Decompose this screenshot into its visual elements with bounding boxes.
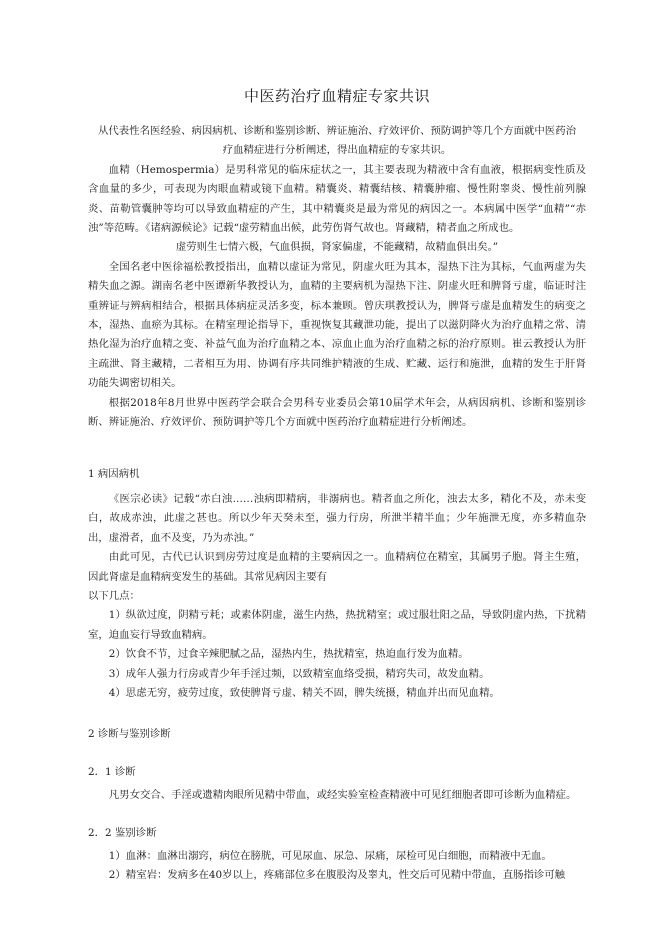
cause-item-2: 2）饮食不节，过食辛辣肥腻之品，湿热内生，热扰精室，热迫血行发为血精。 <box>108 648 469 661</box>
intro-paragraph-3: 根据2018年8月世界中医药学会联合会男科专业委员会第10届学术年会，从病因病机、诊断和鉴别诊断、辨证施治、疗效评价、预防调护等几个方面就中医药治疗血精症进行分析阐述。 <box>88 396 586 429</box>
intro-paragraph-2: 全国名老中医徐福松教授指出，血精以虚证为常见，阴虚火旺为其本，湿热下注为其标，气血两虚为失精失血之源。湖南名老中医谭新华教授认为，血精的主要病机为湿热下注、阴虚火旺和脾肾亏虚，临证时注重辨证与辨病相结合，根据具体病症灵活多变，标本兼顾。曾庆琪教授认为，脾肾亏虚是血精发生的病变之本，湿热、血瘀为其标。在精室理论指导下，重视恢复其藏泄功能，提出了以滋阴降火为治疗血精之常、清热化湿为治疗血精之变、补益气血为治疗血精之本、凉血止血为治疗血精之标的治疗原则。崔云教授认为肝主疏泄、肾主藏精，二者相互为用、协调有序共同维护精液的生成、贮藏、运行和施泄，血精的发生于肝肾功能失调密切相关。 <box>88 260 586 390</box>
intro-paragraph-1-tail: 虚劳则生七情六极，气血俱损，肾家偏虚，不能藏精，故精血俱出矣。” <box>175 241 499 254</box>
differential-item-1: 1）血淋：血淋出溺窍，病位在膀胱，可见尿血、尿急、尿痛，尿检可见白细胞，而精液中无血。 <box>108 850 552 862</box>
section-1-paragraph-1: 《医宗必读》记载“赤白浊……浊病即精病，非溺病也。精者血之所化，浊去太多，精化不及，赤未变白，故成赤浊，此虚之甚也。所以少年天癸未至，强力行房，所泄半精半血；少年施泄无度，亦多精血杂出，虚滑者，血不及变，乃为赤浊。” <box>88 492 586 544</box>
section-2-heading: 2 诊断与鉴别诊断 <box>88 728 171 741</box>
cause-item-1: 1）纵欲过度，阴精亏耗；或素体阴虚，滋生内热，热扰精室；或过服壮阳之品，导致阴虚内热，下扰精室，迫血妄行导致血精病。 <box>88 609 586 641</box>
section-1-paragraph-2-tail: 以下几点： <box>88 589 140 602</box>
cause-item-3: 3）成年人强力行房或青少年手淫过频，以致精室血络受损，精窍失司，故发血精。 <box>108 667 490 680</box>
differential-item-2: 2）精室岩：发病多在40岁以上，疼痛部位多在腹股沟及睾丸，性交后可见精中带血，直肠指诊可触 <box>108 869 566 882</box>
section-2-2-heading: 2．2 鉴别诊断 <box>88 826 157 839</box>
section-1-paragraph-2: 由此可见，古代已认识到房劳过度是血精的主要病因之一。血精病位在精室，其属男子胞。肾主生殖，因此肾虚是血精病变发生的基础。其常见病因主要有 <box>88 551 586 583</box>
section-2-1-heading: 2．1 诊断 <box>88 765 136 778</box>
diagnosis-paragraph: 凡男女交合、手淫或遗精肉眼所见精中带血，或经实验室检查精液中可见红细胞者即可诊断为血精症。 <box>108 789 577 802</box>
intro-paragraph-1: 血精（Hemospermia）是男科常见的临床症状之一，其主要表现为精液中含有血液，根据病变性质及含血量的多少，可表现为肉眼血精或镜下血精。精囊炎、精囊结核、精囊肿瘤、慢性附睾炎、慢性前列腺炎、苗勒管囊肿等均可以导致血精症的产生，其中精囊炎是最为常见的病因之一。本病属中医学“血精”“赤浊”等范畴。《诸病源候论》记载“虚劳精血出候，此劳伤肾气故也。肾藏精，精者血之所成也。 <box>88 163 586 235</box>
abstract: 从代表性名医经验、病因病机、诊断和鉴别诊断、辨证施治、疗效评价、预防调护等几个方面就中医药治疗血精症进行分析阐述，得出血精症的专家共识。 <box>98 125 576 157</box>
section-1-heading: 1 病因病机 <box>88 467 140 480</box>
document-title: 中医药治疗血精症专家共识 <box>243 87 430 105</box>
cause-item-4: 4）思虑无穷，疲劳过度，致使脾肾亏虚、精关不固，脾失统摄，精血并出而见血精。 <box>108 686 500 699</box>
